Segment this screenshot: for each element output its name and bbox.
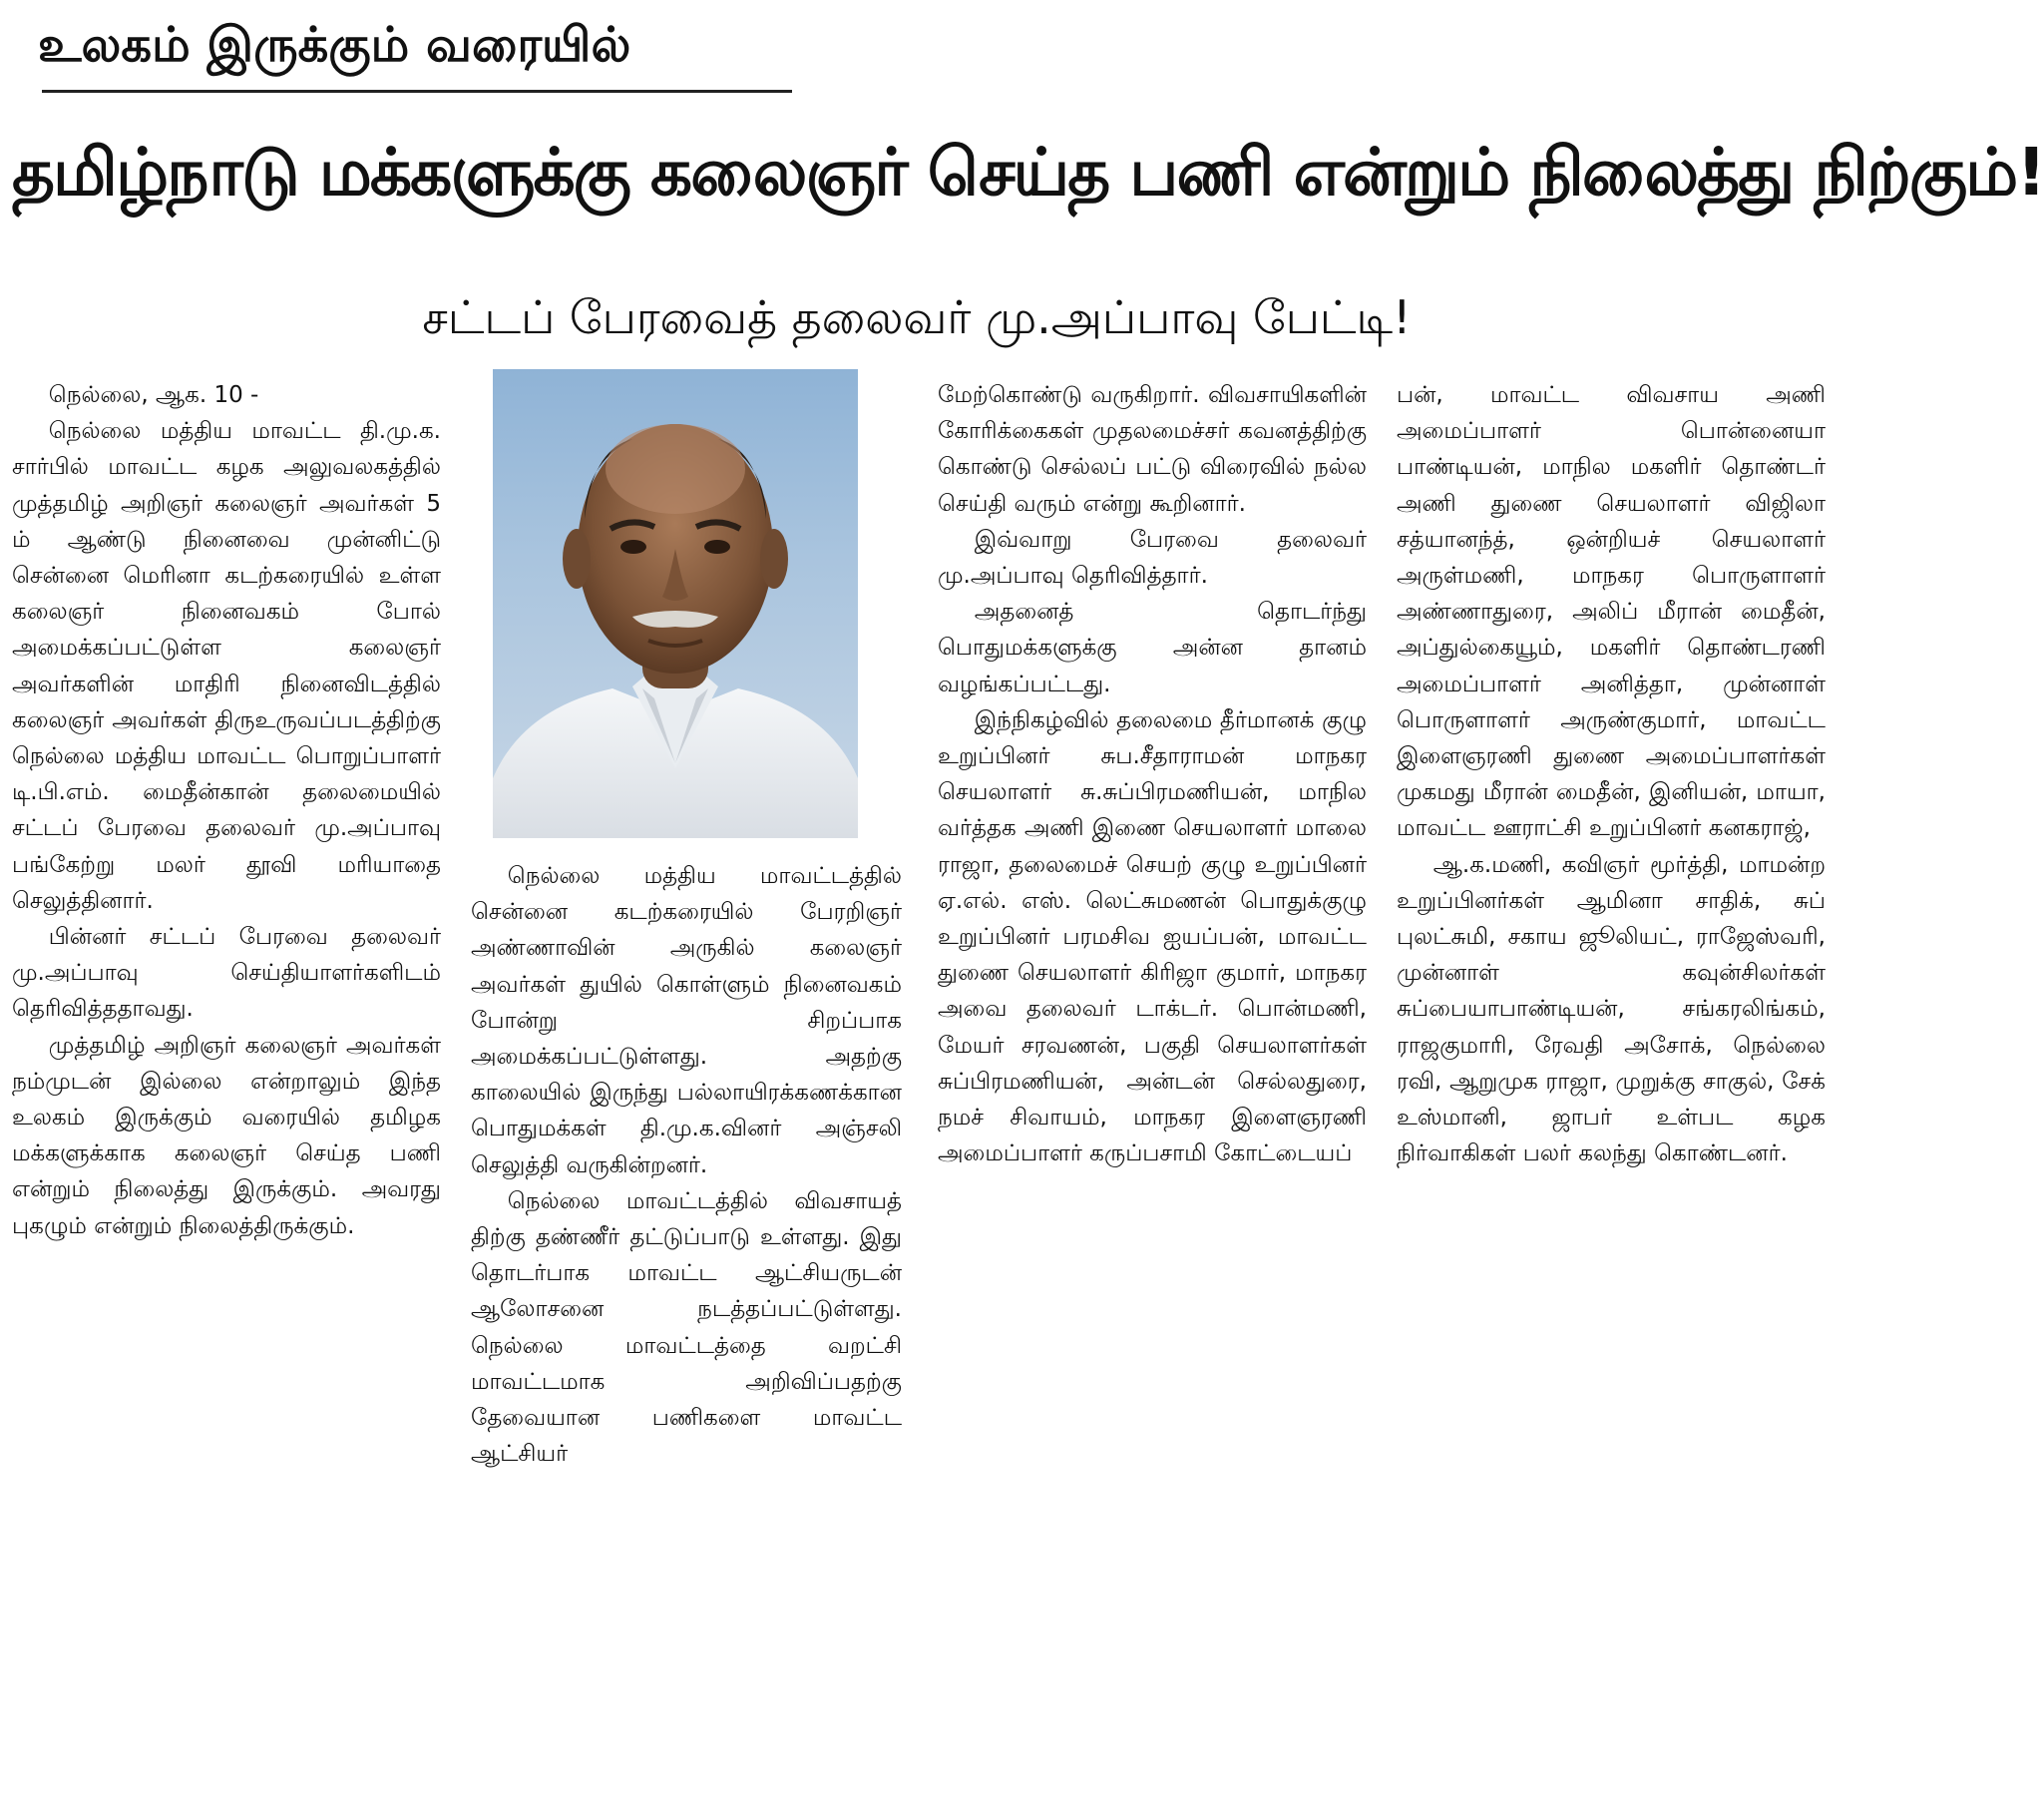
paragraph: பின்னர் சட்டப் பேரவை தலைவர் மு.அப்பாவு செய்தியாளர்களிடம் தெரிவித்ததாவது. xyxy=(12,924,441,1023)
paragraph: ஆ.க.மணி, கவிஞர் மூர்த்தி, மாமன்ற உறுப்பினர்கள் ஆமினா சாதிக், சுப் புலட்சுமி, சகாய ஜூலியட், ராஜேஸ்வரி, முன்னாள் கவுன்சிலர்கள் சுப்பையாபாண்டியன், சங்கரலிங்கம், ராஜகுமாரி, ரேவதி அசோக், நெல்லை ரவி, ஆறுமுக ராஜா, முறுக்கு சாகுல், சேக் உஸ்மானி, ஜாபர் உள்பட கழக நிர்வாகிகள் பலர் கலந்து கொண்டனர். xyxy=(1397,851,1826,1167)
kicker: உலகம் இருக்கும் வரையில் xyxy=(38,17,631,73)
paragraph: இந்நிகழ்வில் தலைமை தீர்மானக் குழு உறுப்பினர் சுப.சீதாராமன் மாநகர செயலாளர் சு.சுப்பிரமணியன், மாநில வர்த்தக அணி இணை செயலாளர் மாலை ராஜா, தலைமைச் செயற் குழு உறுப்பினர் ஏ.எல். எஸ். லெட்சுமணன் பொதுக்குழு உறுப்பினர் பரமசிவ ஐயப்பன், மாவட்ட துணை செயலாளர் கிரிஜா குமார், மாநகர அவை தலைவர் டாக்டர். பொன்மணி, மேயர் சரவணன், பகுதி செயலாளர்கள் சுப்பிரமணியன், அன்டன் செல்லதுரை, நமச் சிவாயம், மாநகர இளைஞரணி அமைப்பாளர் கருப்பசாமி கோட்டையப் xyxy=(938,706,1367,1167)
paragraph: பன், மாவட்ட விவசாய அணி அமைப்பாளர் பொன்னையா பாண்டியன், மாநில மகளிர் தொண்டர் அணி துணை செயலாளர் விஜிலா சத்யானந்த், ஒன்றியச் செயலாளர் அருள்மணி, மாநகர பொருளாளர் அண்ணாதுரை, அலிப் மீரான் மைதீன், அப்துல்கையூம், மகளிர் தொண்டரணி அமைப்பாளர் அனித்தா, முன்னாள் பொருளாளர் அருண்குமார், மாவட்ட இளைஞரணி துணை அமைப்பாளர்கள் முகமது மீரான் மைதீன், இனியன், மாயா, மாவட்ட ஊராட்சி உறுப்பினர் கனகராஜ், xyxy=(1397,382,1826,842)
subheadline: சட்டப் பேரவைத் தலைவர் மு.அப்பாவு பேட்டி! xyxy=(422,290,1412,344)
portrait-illustration xyxy=(493,369,858,838)
portrait-photo xyxy=(493,369,858,838)
article-column-1 xyxy=(12,377,441,1244)
article-column-3 xyxy=(938,377,1367,1171)
paragraph: நெல்லை மத்திய மாவட்டத்தில் சென்னை கடற்கரையில் பேரறிஞர் அண்ணாவின் அருகில் கலைஞர் அவர்கள் துயில் கொள்ளும் நினைவகம் போன்று சிறப்பாக அமைக்கப்பட்டுள்ளது. அதற்கு காலையில் இருந்து பல்லாயிரக்கணக்கான பொதுமக்கள் தி.மு.க.வினர் அஞ்சலி செலுத்தி வருகின்றனர். xyxy=(471,863,902,1178)
kicker-underline xyxy=(42,90,792,93)
paragraph: நெல்லை மாவட்டத்தில் விவசாயத் திற்கு தண்ணீர் தட்டுப்பாடு உள்ளது. இது தொடர்பாக மாவட்ட ஆட்சியருடன் ஆலோசனை நடத்தப்பட்டுள்ளது. நெல்லை மாவட்டத்தை வறட்சி மாவட்டமாக அறிவிப்பதற்கு தேவையான பணிகளை மாவட்ட ஆட்சியர் xyxy=(471,1187,902,1468)
paragraph: முத்தமிழ் அறிஞர் கலைஞர் அவர்கள் நம்முடன் இல்லை என்றாலும் இந்த உலகம் இருக்கும் வரையில் தமிழக மக்களுக்காக கலைஞர் செய்த பணி என்றும் நிலைத்து இருக்கும். அவரது புகழும் என்றும் நிலைத்திருக்கும். xyxy=(12,1032,441,1239)
dateline: நெல்லை, ஆக. 10 - xyxy=(48,382,259,408)
paragraph: நெல்லை மத்திய மாவட்ட தி.மு.க. சார்பில் மாவட்ட கழக அலுவலகத்தில் முத்தமிழ் அறிஞர் கலைஞர் அவர்கள் 5 ம் ஆண்டு நினைவை முன்னிட்டு சென்னை மெரினா கடற்கரையில் உள்ள கலைஞர் நினைவகம் போல் அமைக்கப்பட்டுள்ள கலைஞர் அவர்களின் மாதிரி நினைவிடத்தில் கலைஞர் அவர்கள் திருஉருவப்படத்திற்கு நெல்லை மத்திய மாவட்ட பொறுப்பாளர் டி.பி.எம். மைதீன்கான் தலைமையில் சட்டப் பேரவை தலைவர் மு.அப்பாவு பங்கேற்று மலர் தூவி மரியாதை செலுத்தினார். xyxy=(12,418,441,914)
article-column-2 xyxy=(471,858,902,1472)
article-column-4 xyxy=(1397,377,1826,1171)
paragraph: மேற்கொண்டு வருகிறார். விவசாயிகளின் கோரிக்கைகள் முதலமைச்சர் கவனத்திற்கு கொண்டு செல்லப் பட்டு விரைவில் நல்ல செய்தி வரும் என்று கூறினார். xyxy=(938,382,1367,517)
paragraph: அதனைத் தொடர்ந்து பொதுமக்களுக்கு அன்ன தானம் வழங்கப்பட்டது. xyxy=(938,599,1367,697)
headline: தமிழ்நாடு மக்களுக்கு கலைஞர் செய்த பணி என்றும் நிலைத்து நிற்கும்! xyxy=(12,134,2044,211)
paragraph: இவ்வாறு பேரவை தலைவர் மு.அப்பாவு தெரிவித்தார். xyxy=(938,526,1367,590)
